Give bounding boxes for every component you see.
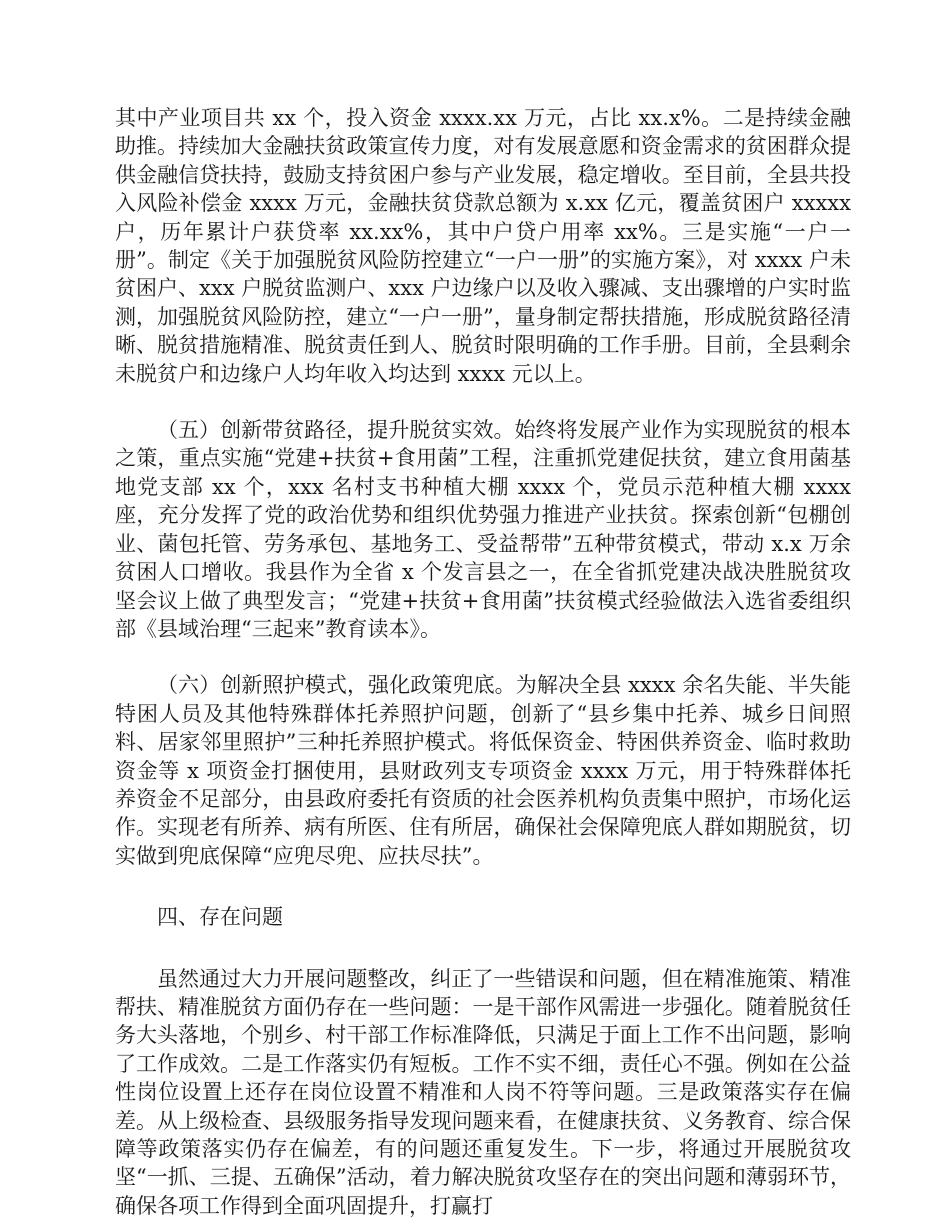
section-heading-problems: 四、存在问题 — [157, 905, 283, 930]
paragraph-financial-support: 其中产业项目共 xx 个，投入资金 xxxx.xx 万元，占比 xx.x%。二是持续金融助推。持续加大金融扶贫政策宣传力度，对有发展意愿和资金需求的贫困群众提供金融信贷扶持，鼓励支持贫困户参与产业发展，稳定增收。至目前，全县共投入风险补偿金 xxxx 万元，金融扶贫贷款总额为 x.xx 亿元，覆盖贫困户 xxxxx 户，历年累计户获贷率 xx.xx%，其中户贷户用率 xx%。三是实施“一户一册”。制定《关于加强脱贫风险防控建立“一户一册”的实施方案》，对 xxxx 户未贫困户、xxx 户脱贫监测户、xxx 户边缘户以及收入骤减、支出骤增的户实时监测，加强脱贫风险防控，建立“一户一册”，量身制定帮扶措施，形成脱贫路径清晰、脱贫措施精准、脱贫责任到人、脱贫时限明确的工作手册。目前，全县剩余未脱贫户和边缘户人均年收入均达到 xxxx 元以上。 — [115, 106, 851, 386]
document-body — [115, 104, 851, 1220]
paragraph-section-six: （六）创新照护模式，强化政策兜底。为解决全县 xxxx 余名失能、半失能特困人员及其他特殊群体托养照护问题，创新了“县乡集中托养、城乡日间照料、居家邻里照护”三种托养照护模式。将低保资金、特困供养资金、临时救助资金等 x 项资金打捆使用，县财政列支专项资金 xxxx 万元，用于特殊群体托养资金不足部分，由县政府委托有资质的社会医养机构负责集中照护，市场化运作。实现老有所养、病有所医、住有所居，确保社会保障兜底人群如期脱贫，切实做到兜底保障“应兜尽兜、应扶尽扶”。 — [115, 673, 851, 868]
paragraph-section-five: （五）创新带贫路径，提升脱贫实效。始终将发展产业作为实现脱贫的根本之策，重点实施“党建+扶贫+食用菌”工程，注重抓党建促扶贫，建立食用菌基地党支部 xx 个，xxx 名村支书种植大棚 xxxx 个，党员示范种植大棚 xxxx 座，充分发挥了党的政治优势和组织优势强力推进产业扶贫。探索创新“包棚创业、菌包托管、劳务承包、基地务工、受益帮带”五种带贫模式，带动 x.x 万余贫困人口增收。我县作为全省 x 个发言县之一，在全省抓党建决战决胜脱贫攻坚会议上做了典型发言；“党建+扶贫+食用菌”扶贫模式经验做法入选省委组织部《县域治理“三起来”教育读本》。 — [115, 418, 851, 641]
paragraph-existing-problems: 虽然通过大力开展问题整改，纠正了一些错误和问题，但在精准施策、精准帮扶、精准脱贫方面仍存在一些问题：一是干部作风需进一步强化。随着脱贫任务大头落地，个别乡、村干部工作标准降低，只满足于面上工作不出问题，影响了工作成效。二是工作落实仍有短板。工作不实不细，责任心不强。例如在公益性岗位设置上还存在岗位设置不精准和人岗不符等问题。三是政策落实存在偏差。从上级检查、县级服务指导发现问题来看，在健康扶贫、义务教育、综合保障等政策落实仍存在偏差，有的问题还重复发生。下一步，将通过开展脱贫攻坚“一抓、三提、五确保”活动，着力解决脱贫攻坚存在的突出问题和薄弱环节，确保各项工作得到全面巩固提升，打赢打 — [115, 966, 851, 1218]
